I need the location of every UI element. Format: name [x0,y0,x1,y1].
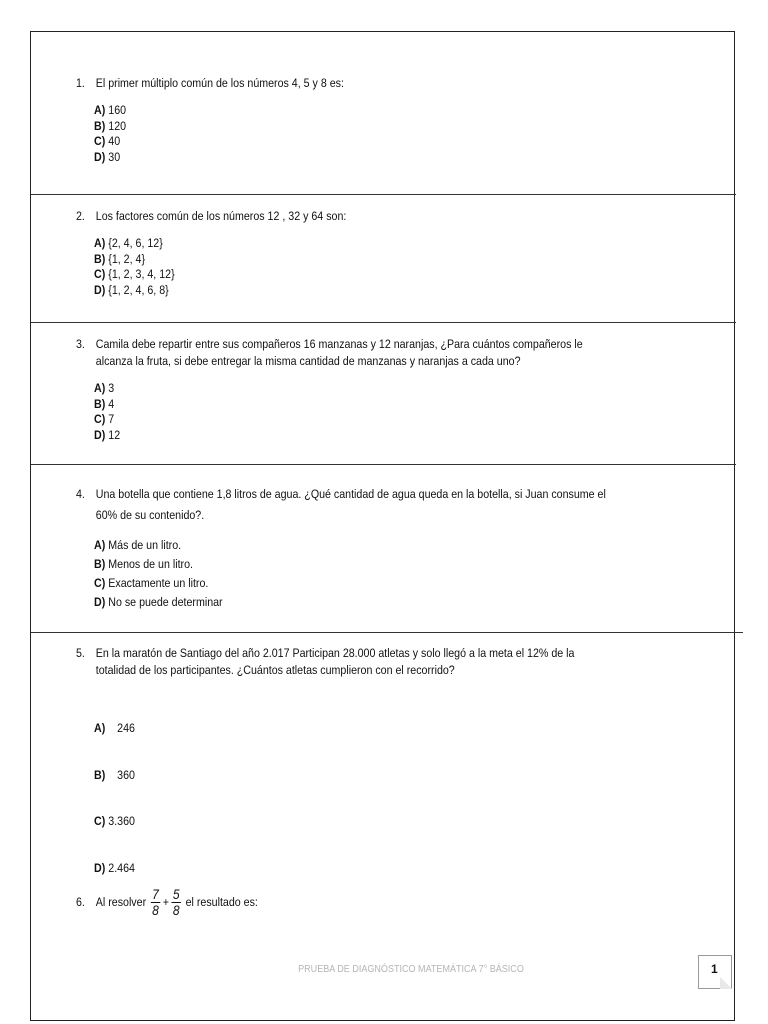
answer-option-b[interactable]: B) 4 [94,396,115,411]
question-text: Camila debe repartir entre sus compañeros 16 manzanas y 12 naranjas, ¿Para cuántos compañeros le alcanza la fruta, si debe entregar la misma cantidad de manzanas y naranjas a cada uno? [95,337,583,368]
question-text: En la maratón de Santiago del año 2.017 Participan 28.000 atletas y solo llegó a la meta el 12% de la totalidad de los participantes. ¿Cuántos atletas cumplieron con el recorrido? [95,646,575,677]
question-5 [76,645,616,907]
answer-option-a[interactable]: A) 160 [94,103,127,117]
question-number: 2. [76,209,85,223]
answer-option-c[interactable]: C) 40 [94,134,121,148]
question-1 [76,75,616,165]
section-divider [31,632,743,633]
page-fold-icon [720,977,732,989]
answer-option-b[interactable]: B) 360 [94,767,135,782]
answer-option-a[interactable]: A) 246 [94,721,135,735]
plus-sign: + [162,895,169,909]
answer-option-a[interactable]: A) {2, 4, 6, 12} [94,236,163,250]
question-number: 1. [76,76,85,90]
answer-option-b[interactable]: B) Menos de un litro. [94,557,193,571]
question-number: 3. [76,337,85,351]
answer-option-b[interactable]: B) 120 [94,118,127,133]
question-number: 5. [76,646,85,660]
footer-title: PRUEBA DE DIAGNÓSTICO MATEMÁTICA 7° BÁSICO [298,963,524,975]
section-divider [31,322,736,323]
answer-option-a[interactable]: A) Más de un litro. [94,538,182,552]
answer-option-d[interactable]: D) 2.464 [94,860,135,875]
answer-option-b[interactable]: B) {1, 2, 4} [94,251,146,266]
question-text: Los factores común de los números 12 , 32 y 64 son: [95,209,347,223]
question-3 [76,336,616,443]
page-number-box [698,955,732,989]
answer-option-d[interactable]: D) 12 [94,427,121,442]
answer-option-c[interactable]: C) {1, 2, 3, 4, 12} [94,267,175,281]
question-6 [76,887,616,918]
question-4 [76,484,616,612]
section-divider [31,464,736,465]
fraction: $\frac{5}{8}$ [172,886,180,918]
question-number: 6. [76,895,85,909]
question-number: 4. [76,487,85,501]
answer-option-c[interactable]: C) 3.360 [94,814,135,828]
answer-option-a[interactable]: A) 3 [94,381,115,395]
answer-option-d[interactable]: D) {1, 2, 4, 6, 8} [94,282,169,297]
question-text: Al resolver $\frac{7}{8}$ + $\frac{5}{8}$ el resultado es: [95,886,258,918]
answer-option-d[interactable]: D) 30 [94,149,121,164]
answer-option-c[interactable]: C) Exactamente un litro. [94,576,209,590]
question-text: El primer múltiplo común de los números 4, 5 y 8 es: [95,76,344,90]
exam-page [30,31,735,1021]
question-text: Una botella que contiene 1,8 litros de agua. ¿Qué cantidad de agua queda en la botella, si Juan consume el 60% de su contenido?. [95,487,606,522]
page-number: 1 [711,962,718,976]
answer-option-d[interactable]: D) No se puede determinar [94,595,223,609]
question-2 [76,208,616,298]
fraction: $\frac{7}{8}$ [152,886,159,918]
section-divider [31,194,736,195]
answer-option-c[interactable]: C) 7 [94,412,115,426]
